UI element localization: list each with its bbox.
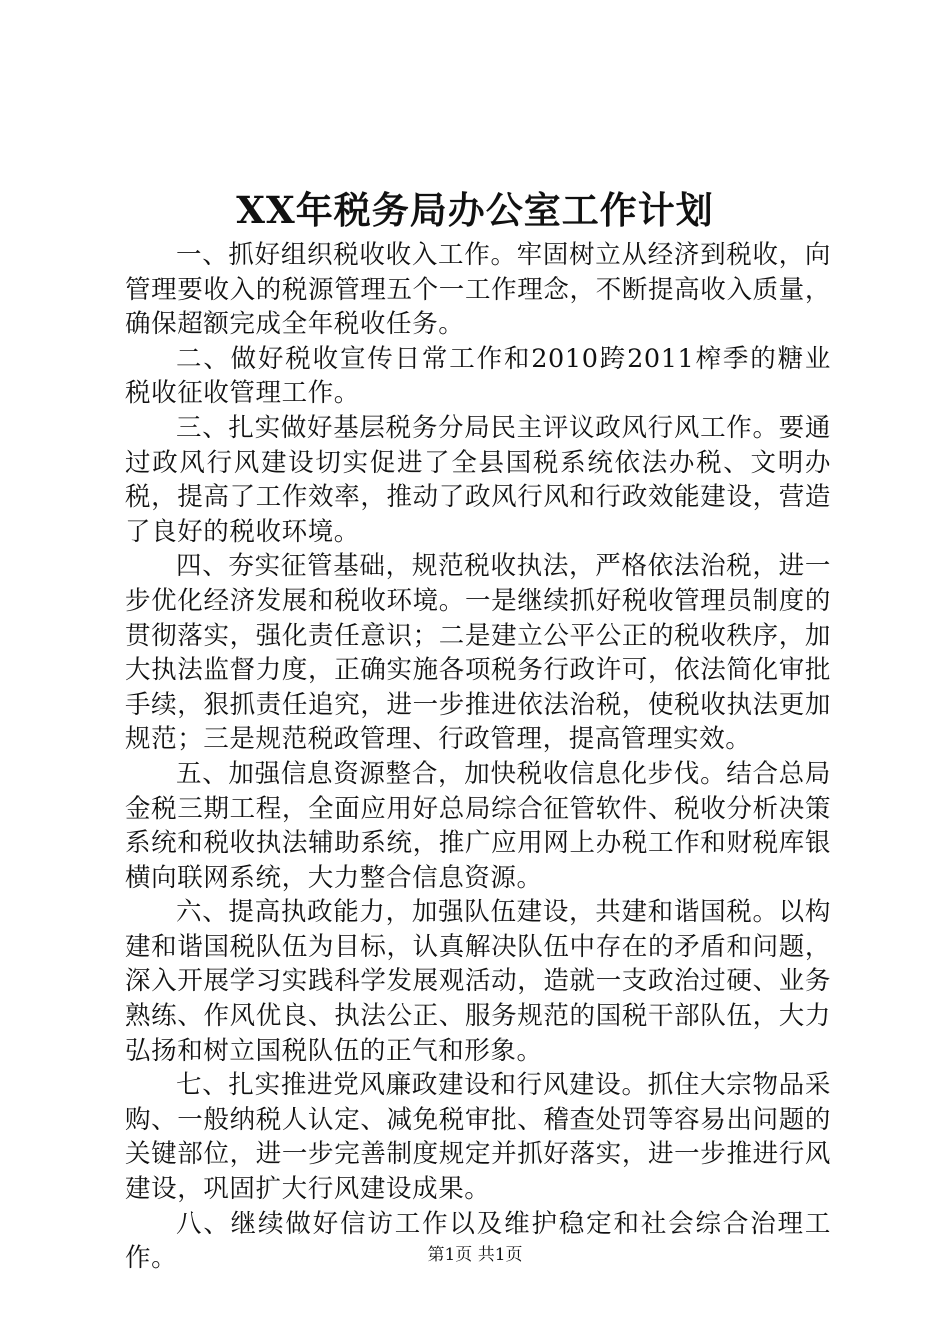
paragraph-3: 三、扎实做好基层税务分局民主评议政风行风工作。要通过政风行风建设切实促进了全县国税系统依法办税、文明办税，提高了工作效率，推动了政风行风和行政效能建设，营造了良好的税收环境。 bbox=[125, 412, 831, 547]
paragraph-8: 八、继续做好信访工作以及维护稳定和社会综合治理工作。 bbox=[125, 1208, 831, 1274]
page-number-footer: 第1页 共1页 bbox=[427, 1245, 523, 1265]
paragraph-6: 六、提高执政能力，加强队伍建设，共建和谐国税。以构建和谐国税队伍为目标，认真解决队伍中存在的矛盾和问题，深入开展学习实践科学发展观活动，造就一支政治过硬、业务熟练、作风优良、执法公正、服务规范的国税干部队伍，大力弘扬和树立国税队伍的正气和形象。 bbox=[125, 897, 831, 1066]
document-title: XX年税务局办公室工作计划 bbox=[236, 188, 714, 232]
document-body bbox=[125, 238, 831, 1276]
paragraph-1: 一、抓好组织税收收入工作。牢固树立从经济到税收，向管理要收入的税源管理五个一工作理念，不断提高收入质量，确保超额完成全年税收任务。 bbox=[125, 240, 831, 340]
paragraph-5: 五、加强信息资源整合，加快税收信息化步伐。结合总局金税三期工程，全面应用好总局综合征管软件、税收分析决策系统和税收执法辅助系统，推广应用网上办税工作和财税库银横向联网系统，大力整合信息资源。 bbox=[125, 758, 831, 893]
paragraph-4: 四、夯实征管基础，规范税收执法，严格依法治税，进一步优化经济发展和税收环境。一是继续抓好税收管理员制度的贯彻落实，强化责任意识；二是建立公平公正的税收秩序，加大执法监督力度，正确实施各项税务行政许可，依法简化审批手续，狠抓责任追究，进一步推进依法治税，使税收执法更加规范；三是规范税政管理、行政管理，提高管理实效。 bbox=[125, 551, 831, 755]
paragraph-7: 七、扎实推进党风廉政建设和行风建设。抓住大宗物品采购、一般纳税人认定、减免税审批、稽查处罚等容易出问题的关键部位，进一步完善制度规定并抓好落实，进一步推进行风建设，巩固扩大行风建设成果。 bbox=[125, 1070, 831, 1205]
paragraph-2: 二、做好税收宣传日常工作和2010跨2011榨季的糖业税收征收管理工作。 bbox=[125, 343, 831, 409]
